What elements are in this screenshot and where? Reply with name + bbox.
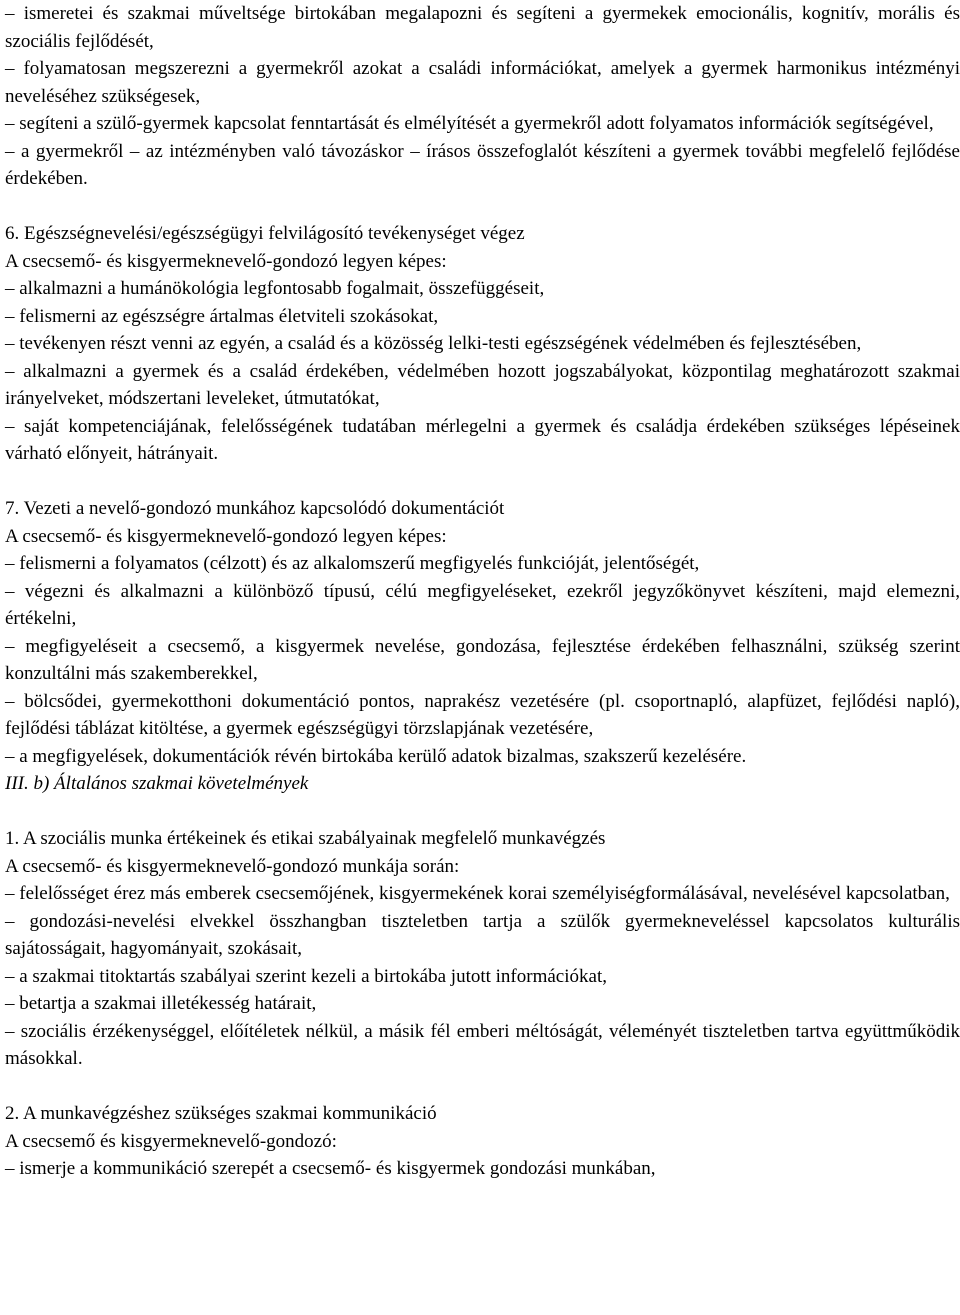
- list-item: – tevékenyen részt venni az egyén, a család és a közösség lelki-testi egészségének védelmében és fejlesztésében,: [5, 333, 862, 354]
- list-item: – alkalmazni a gyermek és a család érdekében, védelmében hozott jogszabályokat, központilag meghatározott szakmai irányelveket, módszertani leveleket, útmutatókat,: [5, 360, 960, 409]
- list-item: – megfigyeléseit a csecsemő, a kisgyermek nevelése, gondozása, fejlesztése érdekében felhasználni, szükség szerint konzultálni más szakemberekkel,: [5, 635, 960, 684]
- list-item: – a szakmai titoktartás szabályai szerint kezeli a birtokába jutott információkat,: [5, 965, 607, 987]
- list-item: – betartja a szakmai illetékesség határait,: [5, 993, 317, 1014]
- section-heading: 1. A szociális munka értékeinek és etikai szabályainak megfelelő munkavégzés: [5, 828, 606, 849]
- list-item: – szociális érzékenységgel, előítéletek nélkül, a másik fél emberi méltóságát, véleményét tiszteletben tartva együttműködik másokkal.: [5, 1020, 960, 1069]
- section-heading: 7. Vezeti a nevelő-gondozó munkához kapcsolódó dokumentációt: [5, 498, 505, 519]
- section-heading: 6. Egészségnevelési/egészségügyi felvilágosító tevékenységet végez: [5, 223, 525, 244]
- list-item: – segíteni a szülő-gyermek kapcsolat fenntartását és elmélyítését a gyermekről adott folyamatos információk segítségével,: [5, 113, 934, 134]
- section-spacer: [5, 1073, 960, 1101]
- list-item: – gondozási-nevelési elvekkel összhangban tiszteletben tartja a szülők gyermekneveléssel kapcsolatos kulturális sajátosságait, hagyományait, szokásait,: [5, 910, 960, 959]
- list-item: – felelősséget érez más emberek csecsemőjének, kisgyermekének korai személyiségformálásával, nevelésével kapcsolatban,: [5, 883, 950, 904]
- list-item: – a gyermekről – az intézményben való távozáskor – írásos összefoglalót készíteni a gyermek további megfelelő fejlődése érdekében.: [5, 140, 960, 189]
- list-item: – saját kompetenciájának, felelősségének tudatában mérlegelni a gyermek és családja érdekében szükséges lépéseinek várható előnyeit, hátrányait.: [5, 415, 960, 464]
- list-item: – bölcsődei, gyermekotthoni dokumentáció pontos, naprakész vezetésére (pl. csoportnapló, alapfüzet, fejlődési napló), fejlődési táblázat kitöltése, a gyermek egészségügyi törzslapjának vezetésére,: [5, 690, 960, 739]
- list-item: – végezni és alkalmazni a különböző típusú, célú megfigyeléseket, ezekről jegyzőkönyvet készíteni, majd elemezni, értékelni,: [5, 580, 960, 629]
- chapter-heading: III. b) Általános szakmai követelmények: [5, 773, 309, 794]
- section-spacer: [5, 798, 960, 826]
- section-intro: A csecsemő és kisgyermeknevelő-gondozó:: [5, 1130, 337, 1152]
- list-item: – felismerni a folyamatos (célzott) és az alkalomszerű megfigyelés funkcióját, jelentőségét,: [5, 553, 700, 574]
- list-item: – ismerje a kommunikáció szerepét a csecsemő- és kisgyermek gondozási munkában,: [5, 1158, 656, 1179]
- list-item: – felismerni az egészségre ártalmas életviteli szokásokat,: [5, 305, 439, 327]
- list-item: – folyamatosan megszerezni a gyermekről azokat a családi információkat, amelyek a gyermek harmonikus intézményi neveléséhez szükségesek,: [5, 58, 960, 107]
- list-item: – a megfigyelések, dokumentációk révén birtokába kerülő adatok bizalmas, szakszerű kezelésére.: [5, 745, 747, 767]
- section-intro: A csecsemő- és kisgyermeknevelő-gondozó legyen képes:: [5, 250, 447, 272]
- section-intro: A csecsemő- és kisgyermeknevelő-gondozó munkája során:: [5, 855, 460, 877]
- section-intro: A csecsemő- és kisgyermeknevelő-gondozó legyen képes:: [5, 525, 447, 547]
- section-spacer: [5, 468, 960, 496]
- section-spacer: [5, 193, 960, 221]
- section-heading: 2. A munkavégzéshez szükséges szakmai kommunikáció: [5, 1103, 437, 1124]
- list-item: – alkalmazni a humánökológia legfontosabb fogalmait, összefüggéseit,: [5, 278, 545, 299]
- list-item: – ismeretei és szakmai műveltsége birtokában megalapozni és segíteni a gyermekek emocionális, kognitív, morális és szociális fejlődését,: [5, 3, 960, 52]
